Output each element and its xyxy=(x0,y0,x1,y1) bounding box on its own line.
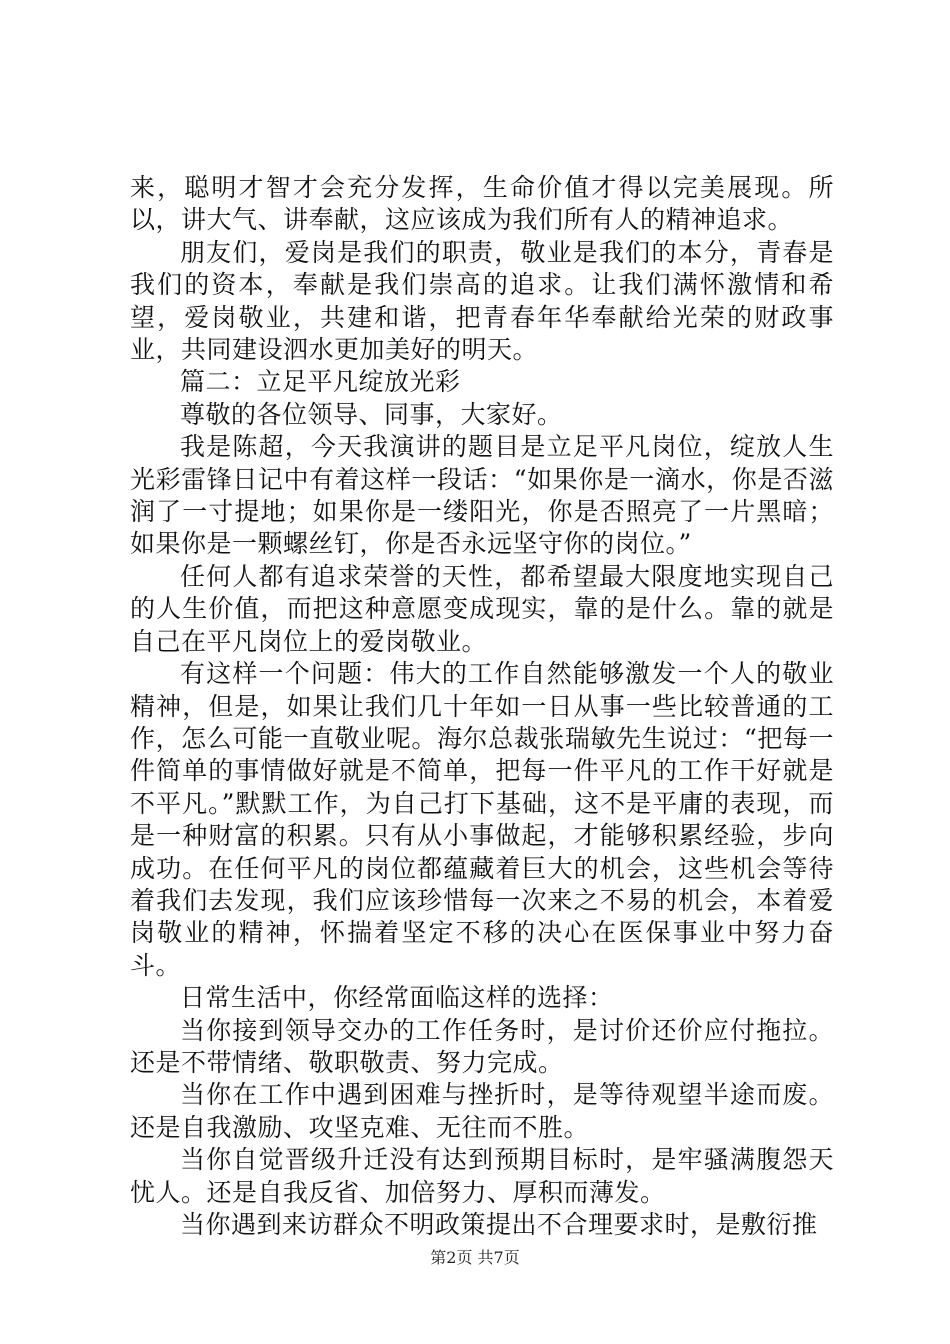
section-heading: 篇二：立足平凡绽放光彩 xyxy=(180,367,461,397)
paragraph: 当你在工作中遇到困难与挫折时，是等待观望半途而废。还是自我激励、攻坚克难、无往而不胜。 xyxy=(130,1080,834,1142)
page-body xyxy=(130,172,834,1241)
paragraph: 有这样一个问题：伟大的工作自然能够激发一个人的敬业精神，但是，如果让我们几十年如一日从事一些比较普通的工作，怎么可能一直敬业呢。海尔总裁张瑞敏先生说过：“把每一件简单的事情做好就是不简单，把每一件平凡的工作干好就是不平凡。”默默工作，为自己打下基础，这不是平庸的表现，而是一种财富的积累。只有从小事做起，才能够积累经验，步向成功。在任何平凡的岗位都蕴藏着巨大的机会，这些机会等待着我们去发现，我们应该珍惜每一次来之不易的机会，本着爱岗敬业的精神，怀揣着坚定不移的决心在医保事业中努力奋斗。 xyxy=(130,659,834,980)
paragraph: 日常生活中，你经常面临这样的选择： xyxy=(180,983,614,1013)
paragraph: 朋友们，爱岗是我们的职责，敬业是我们的本分，青春是我们的资本，奉献是我们崇高的追求。让我们满怀激情和希望，爱岗敬业，共建和谐，把青春年华奉献给光荣的财政事业，共同建设泗水更加美好的明天。 xyxy=(130,237,834,365)
paragraph: 当你接到领导交办的工作任务时，是讨价还价应付拖拉。还是不带情绪、敬职敬责、努力完成。 xyxy=(130,1015,834,1077)
paragraph: 任何人都有追求荣誉的天性，都希望最大限度地实现自己的人生价值，而把这种意愿变成现实，靠的是什么。靠的就是自己在平凡岗位上的爱岗敬业。 xyxy=(130,561,834,656)
paragraph: 当你自觉晋级升迁没有达到预期目标时，是牢骚满腹怨天忧人。还是自我反省、加倍努力、厚积而薄发。 xyxy=(130,1145,834,1207)
paragraph-continued: 来，聪明才智才会充分发挥，生命价值才得以完美展现。所以，讲大气、讲奉献，这应该成为我们所有人的精神追求。 xyxy=(130,173,834,235)
paragraph-truncated: 当你遇到来访群众不明政策提出不合理要求时，是敷衍推 xyxy=(180,1210,818,1239)
paragraph: 我是陈超，今天我演讲的题目是立足平凡岗位，绽放人生光彩雷锋日记中有着这样一段话：“如果你是一滴水，你是否滋润了一寸提地；如果你是一缕阳光，你是否照亮了一片黑暗；如果你是一颗螺丝钉，你是否永远坚守你的岗位。” xyxy=(130,432,834,559)
paragraph-greeting: 尊敬的各位领导、同事，大家好。 xyxy=(180,399,563,429)
page-number-footer: 第2页 共7页 xyxy=(430,1248,520,1267)
